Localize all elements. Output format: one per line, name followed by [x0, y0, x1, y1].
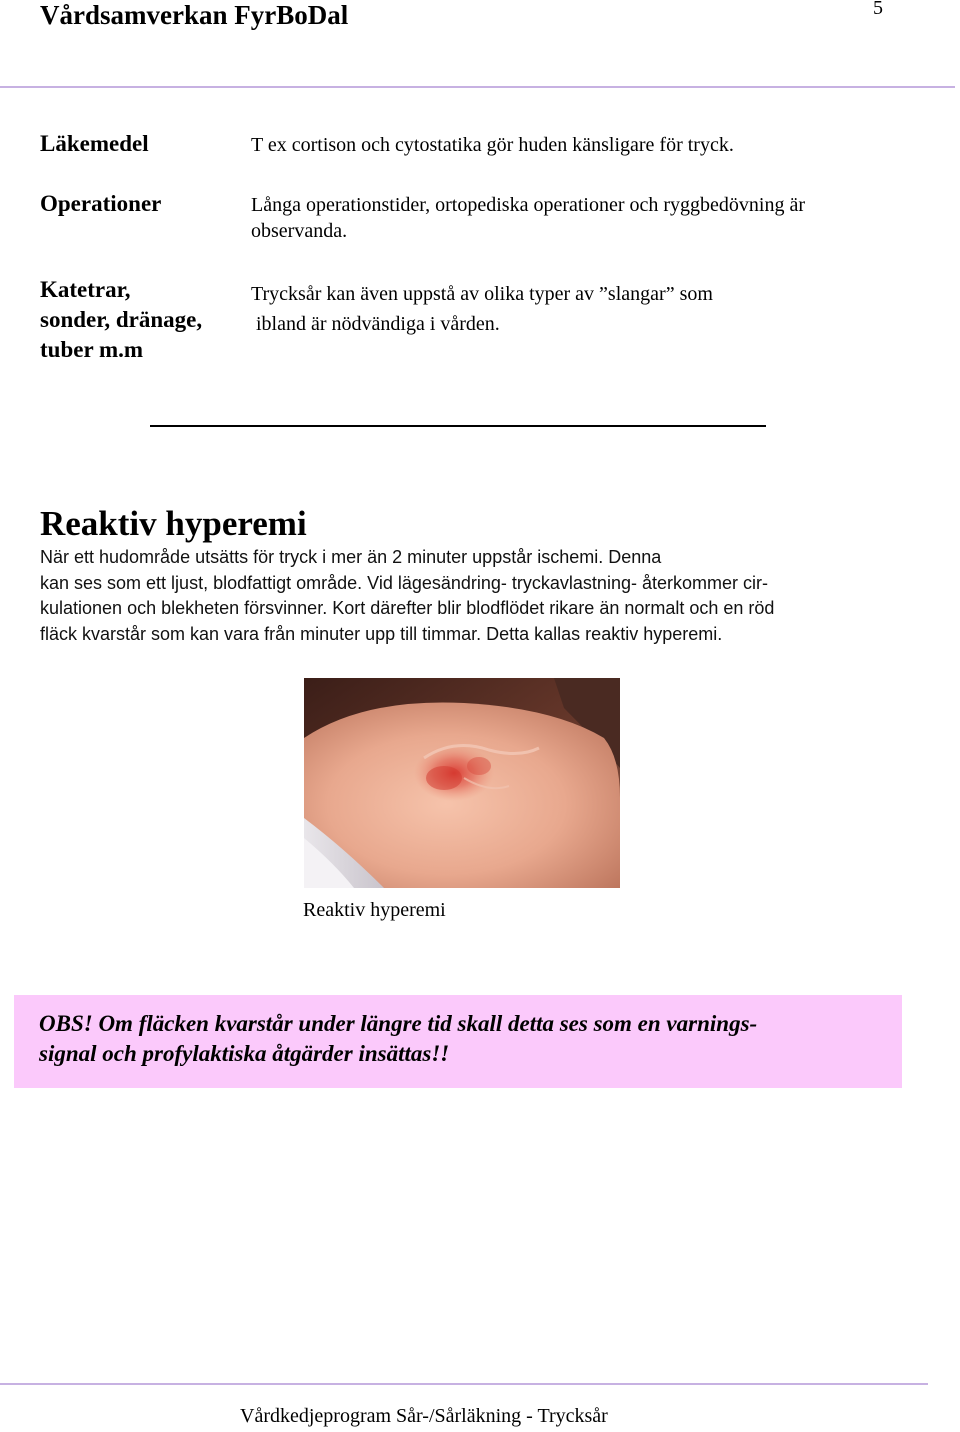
factor-term-line: Läkemedel [40, 131, 149, 156]
section-heading: Reaktiv hyperemi [40, 504, 307, 543]
section-divider [150, 425, 766, 427]
document-title: Vårdsamverkan FyrBoDal [40, 0, 349, 30]
footer-divider [0, 1383, 928, 1385]
body-line: När ett hudområde utsätts för tryck i mer än 2 minuter uppstår ischemi. Denna [40, 547, 662, 567]
factor-term-operationer [40, 189, 161, 219]
photo-caption: Reaktiv hyperemi [303, 899, 446, 921]
factor-term-line: Operationer [40, 191, 162, 216]
factor-term-lakemedel [40, 129, 149, 159]
factor-desc-line: Långa operationstider, ortopediska operationer och ryggbedövning är [251, 194, 806, 216]
header-divider [0, 86, 955, 88]
warning-line: OBS! Om fläcken kvarstår under längre tid skall detta ses som en varnings- [39, 1011, 758, 1036]
factor-desc-line: Trycksår kan även uppstå av olika typer av ”slangar” som [251, 283, 713, 305]
factor-desc-line: ibland är nödvändiga i vården. [251, 313, 500, 335]
section-body [40, 545, 900, 647]
factor-term-line: sonder, dränage, [40, 307, 203, 332]
factor-desc-lakemedel [251, 132, 911, 158]
warning-box [14, 995, 902, 1088]
factor-desc-line: observanda. [251, 220, 348, 242]
factor-term-katetrar [40, 275, 202, 365]
page-number: 5 [873, 0, 883, 19]
skin-photo-illustration [304, 678, 620, 888]
body-line: fläck kvarstår som kan vara från minuter upp till timmar. Detta kallas reaktiv hyperemi. [40, 623, 723, 644]
factor-desc-operationer [251, 192, 911, 244]
factor-term-line: Katetrar, [40, 277, 131, 302]
body-line: kan ses som ett ljust, blodfattigt område. Vid lägesändring- tryckavlastning- återkommer cir- [40, 572, 768, 593]
reactive-hyperemia-photo [304, 678, 620, 888]
footer-text: Vårdkedjeprogram Sår-/Sårläkning - Trycksår [240, 1405, 608, 1427]
factor-term-line: tuber m.m [40, 337, 144, 362]
factor-desc-katetrar [251, 279, 911, 339]
warning-text [39, 1009, 879, 1069]
warning-line: signal och profylaktiska åtgärder insättas!! [39, 1041, 450, 1066]
body-line: kulationen och blekheten försvinner. Kort därefter blir blodflödet rikare än normalt och en röd [40, 598, 775, 618]
factor-desc-line: T ex cortison och cytostatika gör huden känsligare för tryck. [251, 134, 734, 156]
